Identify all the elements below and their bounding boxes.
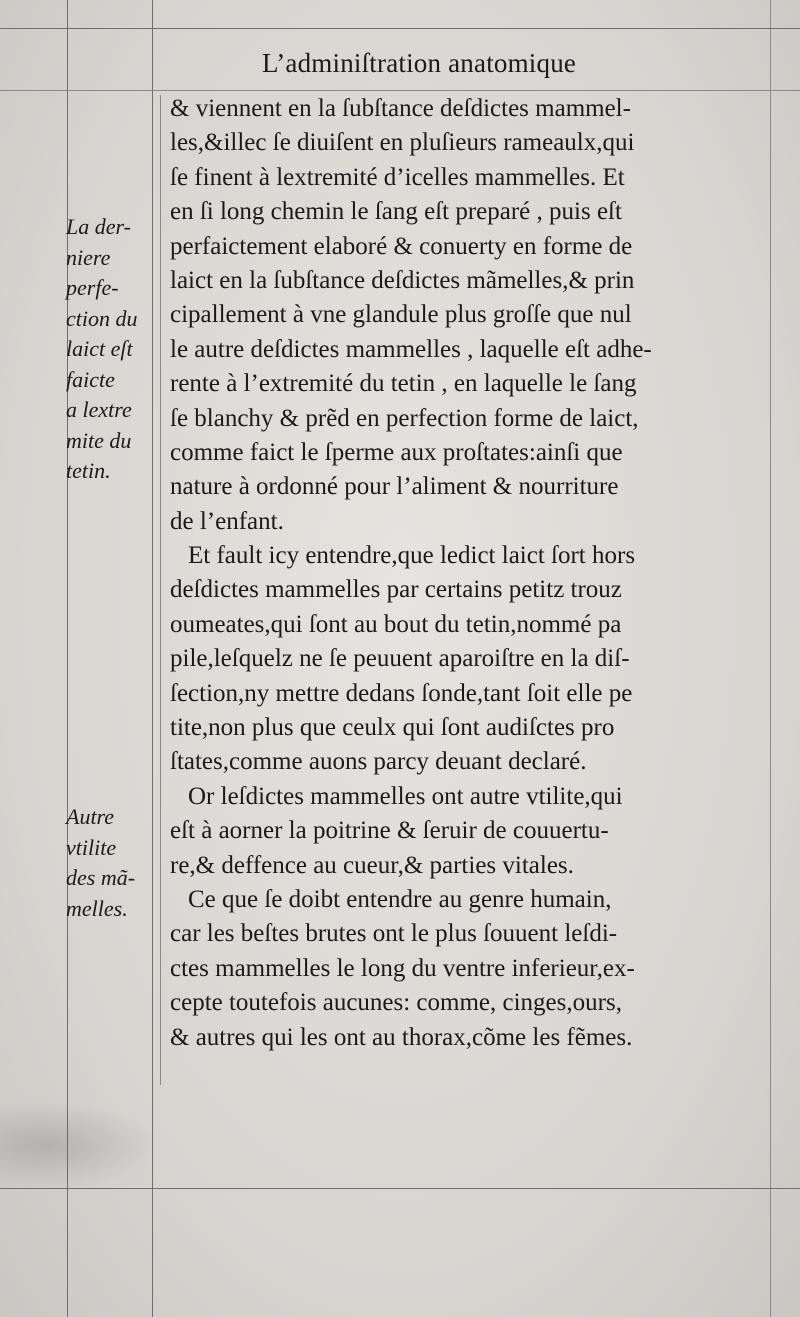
running-header: L’adminiſtration anatomique [262, 48, 577, 78]
text-line: deſdictes mammelles par certains petitz trouz [170, 576, 622, 604]
margin-note-derniere-perfection [66, 212, 166, 487]
text-line: nature à ordonné pour l’aliment & nourriture [170, 473, 619, 501]
margin-note-autre-vtilite [66, 802, 166, 924]
top-rule [0, 28, 800, 29]
margin-note-line: La der- [66, 214, 131, 239]
text-line: eſt à aorner la poitrine & ſeruir de couuertu- [170, 817, 609, 845]
bleed-through-smudge [0, 1100, 160, 1190]
margin-note-line: perfe- [66, 275, 119, 300]
text-line: ſe blanchy & prẽd en perfection forme de laict, [170, 404, 639, 432]
right-margin-rule [770, 0, 771, 1317]
text-line: laict en la ſubſtance deſdictes mãmelles,& prin [170, 266, 635, 294]
text-line: ſe finent à lextremité d’icelles mammelles. Et [170, 163, 625, 191]
text-line: les,&illec ſe diuiſent en pluſieurs rameaulx,qui [170, 129, 635, 157]
text-line: tite,non plus que ceulx qui ſont audiſctes pro [170, 714, 615, 742]
margin-note-line: melles. [66, 895, 128, 921]
text-line: cipallement à vne glandule plus groſſe que nul [170, 301, 632, 329]
text-line: oumeates,qui ſont au bout du tetin,nommé pa [170, 610, 622, 638]
main-text-block [170, 92, 770, 1055]
text-line: ctes mammelles le long du ventre inferieur,ex- [170, 954, 635, 982]
header-rule [0, 90, 800, 91]
text-line: car les beſtes brutes ont le plus ſouuent leſdi- [170, 920, 618, 948]
margin-note-line: laict eſt [66, 336, 133, 361]
margin-note-line: tetin. [66, 458, 111, 483]
margin-note-line: a lextre [66, 397, 132, 422]
margin-note-line: faicte [66, 366, 115, 392]
margin-note-line: ction du [66, 305, 138, 331]
text-line: rente à l’extremité du tetin , en laquelle le ſang [170, 370, 637, 398]
margin-note-line: Autre [66, 804, 115, 829]
margin-note-line: vtilite [66, 834, 117, 860]
text-line: cepte toutefois aucunes: comme, cinges,ours, [170, 989, 622, 1017]
text-line: de l’enfant. [170, 507, 284, 535]
text-line: ſection,ny mettre dedans ſonde,tant ſoit elle pe [170, 679, 633, 707]
text-line: perfaictement elaboré & conuerty en forme de [170, 232, 633, 260]
text-line: pile,leſquelz ne ſe peuuent aparoiſtre en la diſ- [170, 645, 630, 673]
text-line: & viennent en la ſubſtance deſdictes mammel- [170, 95, 631, 122]
text-line: re,& deffence au cueur,& parties vitales. [170, 851, 574, 879]
text-line: Or leſdictes mammelles ont autre vtilite,qui [188, 782, 623, 810]
text-line: ſtates,comme auons parcy deuant declaré. [170, 748, 587, 776]
text-line: Ce que ſe doibt entendre au genre humain, [188, 885, 612, 913]
text-line: Et fault icy entendre,que ledict laict ſort hors [188, 542, 636, 570]
margin-note-line: niere [66, 244, 111, 270]
text-line: & autres qui les ont au thorax,cõme les fẽmes. [170, 1023, 633, 1051]
margin-note-line: des mã- [66, 865, 136, 890]
text-line: en ſi long chemin le ſang eſt preparé , puis eſt [170, 198, 622, 226]
margin-note-line: mite du [66, 427, 132, 453]
text-line: le autre deſdictes mammelles , laquelle eſt adhe- [170, 335, 652, 363]
text-line: comme faict le ſperme aux proſtates:ainſi que [170, 438, 623, 466]
